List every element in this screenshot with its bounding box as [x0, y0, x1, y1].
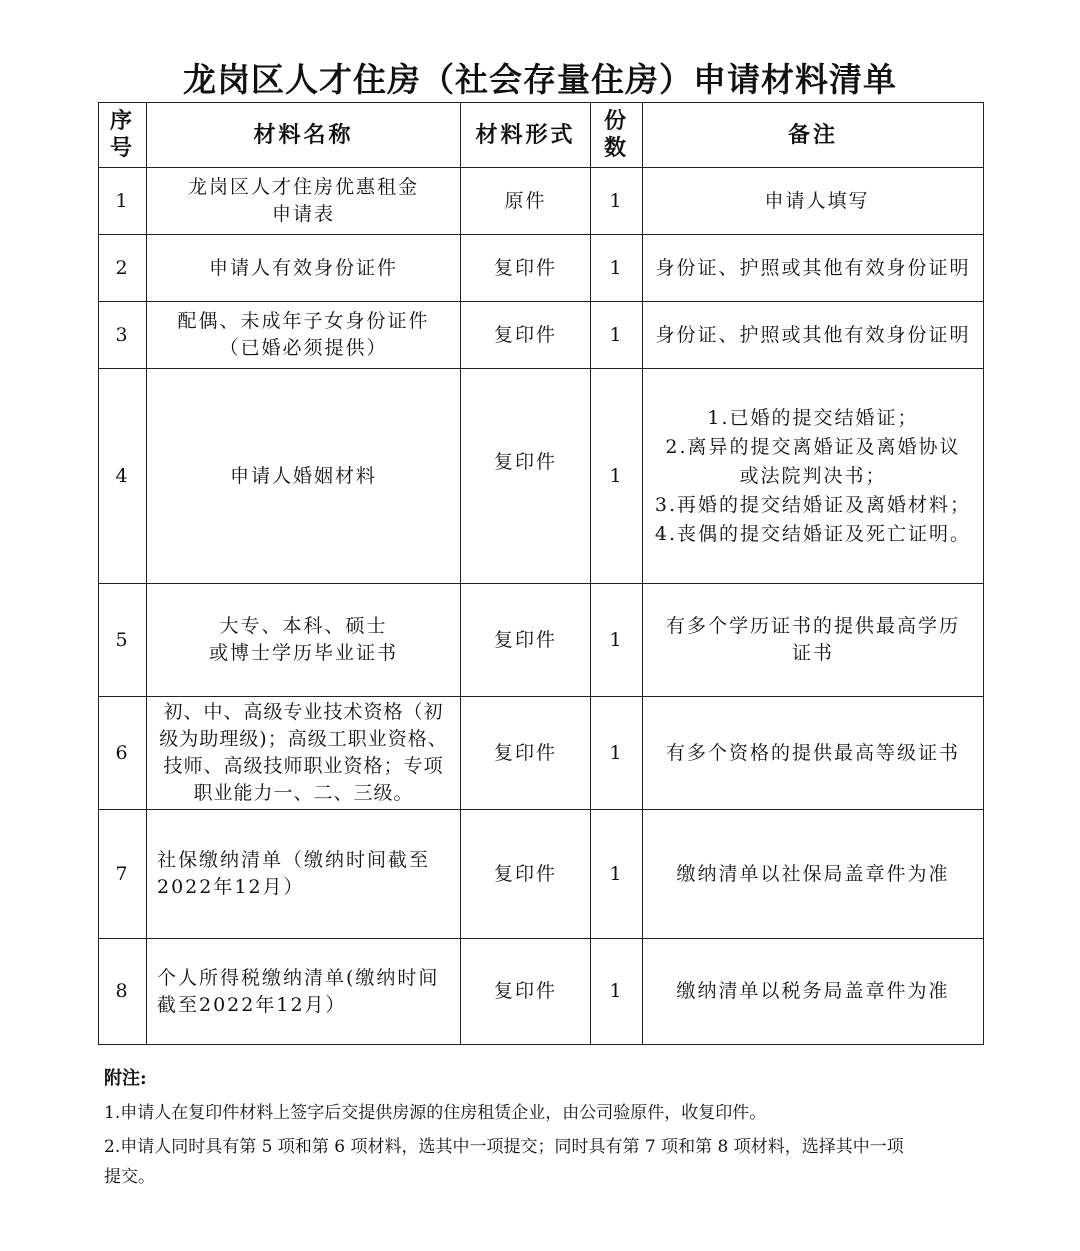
row-note-line: 缴纳清单以社保局盖章件为准 [676, 862, 950, 885]
row-name [147, 697, 461, 810]
row-name-line: 社保缴纳清单（缴纳时间截至 [157, 849, 431, 871]
row-form: 复印件 [461, 939, 591, 1045]
row-name-line: 技师、高级技师职业资格；专项 [163, 755, 444, 777]
row-name-line: 申请表 [271, 203, 335, 225]
header-row [99, 103, 984, 168]
row-note [643, 584, 984, 697]
table-row [99, 168, 984, 235]
row-form: 复印件 [461, 810, 591, 939]
row-name [147, 302, 461, 369]
table-row [99, 302, 984, 369]
footnote-line: 2.申请人同时具有第 5 项和第 6 项材料，选其中一项提交；同时具有第 7 项和第 8 项材料，选择其中一项 [104, 1137, 904, 1157]
row-form: 复印件 [461, 235, 591, 302]
row-copies: 1 [591, 939, 643, 1045]
row-note-line: 或法院判决书； [739, 464, 887, 487]
row-note-line: 4.丧偶的提交结婚证及死亡证明。 [654, 522, 972, 545]
row-copies: 1 [591, 168, 643, 235]
row-note-line: 身份证、护照或其他有效身份证明 [655, 256, 971, 279]
header-name: 材料名称 [147, 103, 461, 168]
table-row [99, 939, 984, 1045]
row-name-line: 个人所得税缴纳清单(缴纳时间 [157, 966, 440, 989]
header-seq-line: 序 [109, 108, 135, 134]
row-form: 复印件 [461, 369, 591, 584]
row-note [643, 168, 984, 235]
row-form: 原件 [461, 168, 591, 235]
row-name-line: 龙岗区人才住房优惠租金 [187, 176, 419, 198]
row-note-line: 3.再婚的提交结婚证及离婚材料； [654, 493, 972, 516]
header-copies [591, 103, 643, 168]
row-name-line: 大专、本科、硕士 [219, 615, 388, 637]
row-note-line: 缴纳清单以税务局盖章件为准 [676, 980, 950, 1002]
row-name-line: 职业能力一、二、三级。 [193, 782, 414, 804]
table-row [99, 697, 984, 810]
row-seq: 4 [99, 369, 147, 584]
page-title: 龙岗区人才住房（社会存量住房）申请材料清单 [183, 60, 897, 99]
header-note: 备注 [643, 103, 984, 168]
footnotes-heading: 附注: [104, 1068, 147, 1089]
table-row [99, 584, 984, 697]
row-note [643, 810, 984, 939]
row-name-line: 级为助理级)；高级工职业资格、 [159, 728, 448, 750]
table-row [99, 235, 984, 302]
row-note [643, 939, 984, 1045]
row-seq: 3 [99, 302, 147, 369]
row-note-line: 有多个学历证书的提供最高学历 [665, 615, 960, 637]
row-name-line: 申请人有效身份证件 [208, 256, 398, 279]
row-name-line: 申请人婚姻材料 [229, 464, 377, 487]
row-form: 复印件 [461, 302, 591, 369]
header-copies-line: 份 [603, 108, 629, 134]
header-copies-line: 数 [603, 135, 629, 161]
table-row [99, 810, 984, 939]
row-seq: 5 [99, 584, 147, 697]
row-seq: 1 [99, 168, 147, 235]
header-form: 材料形式 [461, 103, 591, 168]
row-note [643, 235, 984, 302]
row-copies: 1 [591, 369, 643, 584]
row-form: 复印件 [461, 697, 591, 810]
row-name [147, 584, 461, 697]
row-name-line: 初、中、高级专业技术资格（初 [163, 701, 444, 723]
row-note-line: 申请人填写 [756, 189, 870, 212]
row-name-line: 或博士学历毕业证书 [208, 642, 398, 664]
row-name [147, 235, 461, 302]
row-note [643, 369, 984, 584]
row-copies: 1 [591, 584, 643, 697]
footnote-line: 提交。 [104, 1167, 155, 1187]
materials-table [98, 102, 984, 1045]
row-copies: 1 [591, 235, 643, 302]
row-name [147, 939, 461, 1045]
row-name [147, 810, 461, 939]
footnote-line: 1.申请人在复印件材料上签字后交提供房源的住房租赁企业，由公司验原件，收复印件。 [104, 1103, 767, 1123]
row-seq: 2 [99, 235, 147, 302]
row-copies: 1 [591, 810, 643, 939]
row-name-line: 截至2022年12月） [157, 993, 347, 1016]
row-name [147, 168, 461, 235]
row-seq: 8 [99, 939, 147, 1045]
row-note [643, 697, 984, 810]
row-name-line: 配偶、未成年子女身份证件 [177, 310, 430, 332]
row-copies: 1 [591, 302, 643, 369]
row-note-line: 身份证、护照或其他有效身份证明 [655, 323, 971, 346]
row-copies: 1 [591, 697, 643, 810]
row-note-line: 有多个资格的提供最高等级证书 [665, 741, 960, 764]
table-row [99, 369, 984, 584]
row-seq: 6 [99, 697, 147, 810]
row-name-line: 2022年12月） [157, 876, 305, 898]
row-name-line: （已婚必须提供） [219, 337, 388, 359]
header-seq [99, 103, 147, 168]
row-seq: 7 [99, 810, 147, 939]
row-name [147, 369, 461, 584]
header-seq-line: 号 [109, 135, 135, 161]
row-note-line: 1.已婚的提交结婚证； [707, 406, 919, 429]
row-note-line: 证书 [791, 642, 834, 664]
footnotes [104, 1062, 994, 1194]
row-note-line: 2.离异的提交离婚证及离婚协议 [665, 435, 961, 458]
row-form: 复印件 [461, 584, 591, 697]
row-note [643, 302, 984, 369]
